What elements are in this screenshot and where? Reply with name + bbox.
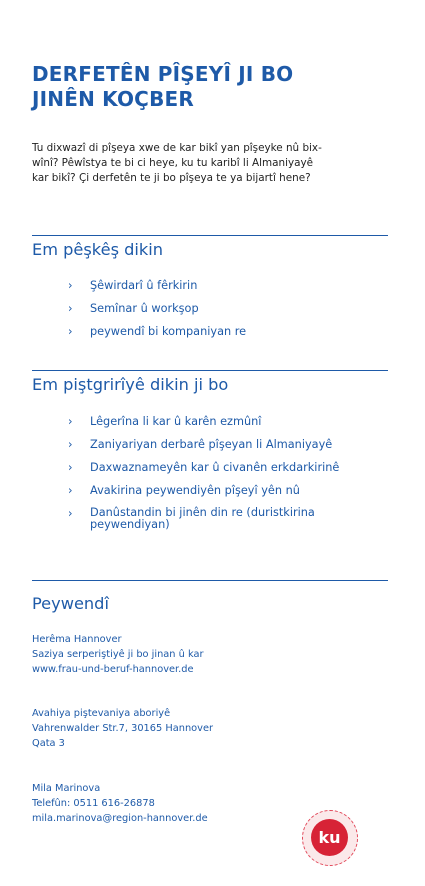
contact-department: Saziya serperiştiyê ji bo jinan û kar	[32, 649, 204, 660]
offer-item-label: Şêwirdarî û fêrkirin	[90, 279, 198, 292]
contact-heading: Peywendî	[32, 594, 109, 613]
offer-item-label: peywendî bi kompaniyan re	[90, 325, 247, 338]
title-line-1: DERFETÊN PÎŞEYÎ JI BO	[32, 62, 294, 86]
chevron-right-icon: ›	[68, 279, 73, 292]
chevron-right-icon: ›	[68, 325, 73, 338]
contact-email-link[interactable]: mila.marinova@region-hannover.de	[32, 813, 208, 824]
chevron-right-icon: ›	[68, 507, 73, 520]
contact-street: Vahrenwalder Str.7, 30165 Hannover	[32, 723, 214, 734]
intro-line-1: Tu dixwazî di pîşeya xwe de kar bikî yan pîşeyke nû bix-	[32, 142, 322, 154]
support-heading: Em piştgrirîyê dikin ji bo	[32, 375, 229, 394]
page-title	[32, 62, 392, 112]
support-item	[68, 461, 388, 475]
offer-item-label: Semînar û workşop	[90, 302, 199, 315]
contact-person: Mila Marinova	[32, 783, 101, 794]
contact-org-name: Herêma Hannover	[32, 634, 122, 645]
support-item	[68, 415, 388, 429]
intro-paragraph	[32, 141, 392, 186]
contact-website-link[interactable]: www.frau-und-beruf-hannover.de	[32, 664, 194, 675]
chevron-right-icon: ›	[68, 415, 73, 428]
support-list	[68, 415, 388, 531]
section-divider	[32, 580, 388, 581]
chevron-right-icon: ›	[68, 484, 73, 497]
chevron-right-icon: ›	[68, 302, 73, 315]
ku-logo-mark: ku	[311, 819, 348, 856]
intro-line-3: kar bikî? Çi derfetên te ji bo pîşeya te ya bijartî hene?	[32, 172, 311, 184]
title-line-2: JINÊN KOÇBER	[32, 87, 194, 111]
offer-item	[68, 325, 388, 339]
ku-logo	[302, 810, 358, 866]
support-item	[68, 484, 388, 498]
offer-heading: Em pêşkêş dikin	[32, 240, 164, 259]
contact-floor: Qata 3	[32, 738, 65, 749]
offer-item	[68, 279, 388, 293]
intro-line-2: wînî? Pêwîstya te bi ci heye, ku tu karibî li Almaniyayê	[32, 157, 314, 169]
support-item-label: Daxwaznameyên kar û civanên erkdarkirinê	[90, 461, 340, 474]
offer-list	[68, 279, 388, 339]
contact-phone: Telefûn: 0511 616-26878	[32, 798, 155, 809]
contact-block-address	[32, 706, 362, 751]
support-item	[68, 438, 388, 452]
support-item-label: Zaniyariyan derbarê pîşeyan li Almaniyayê	[90, 438, 333, 451]
support-item-label: Lêgerîna li kar û karên ezmûnî	[90, 415, 262, 428]
support-item	[68, 507, 388, 531]
contact-block-office	[32, 632, 362, 677]
offer-item	[68, 302, 388, 316]
contact-building: Avahiya piştevaniya aboriyê	[32, 708, 171, 719]
chevron-right-icon: ›	[68, 438, 73, 451]
support-item-label: Danûstandin bi jinên din re (duristkirina peywendiyan)	[90, 506, 315, 531]
chevron-right-icon: ›	[68, 461, 73, 474]
support-item-label: Avakirina peywendiyên pîşeyî yên nû	[90, 484, 300, 497]
section-divider	[32, 370, 388, 371]
section-divider	[32, 235, 388, 236]
